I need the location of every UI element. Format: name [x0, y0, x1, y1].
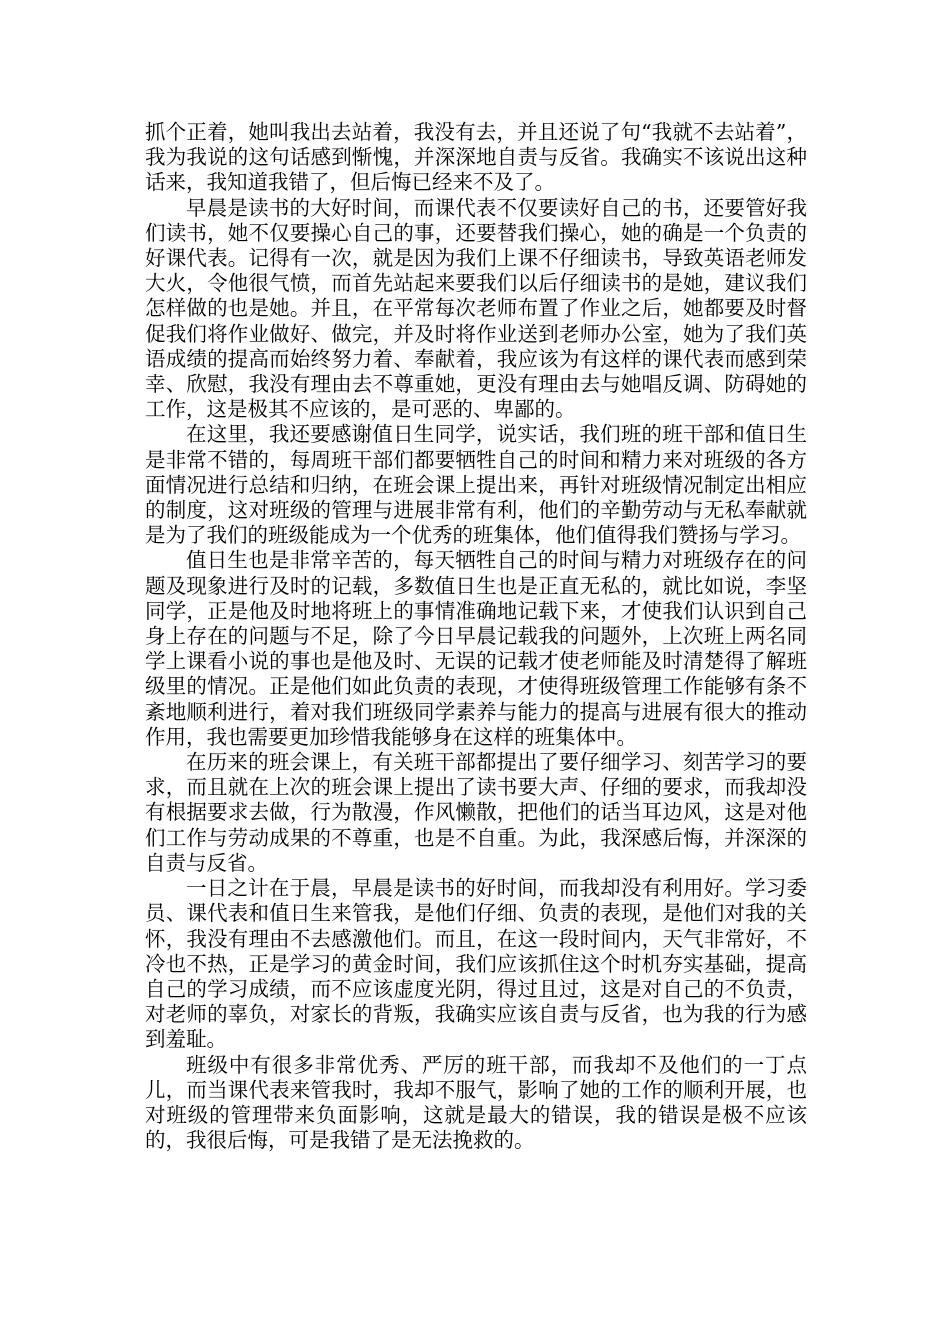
paragraph-5: 在历来的班会课上，有关班干部都提出了要仔细学习、刻苦学习的要求，而且就在上次的班会课上提出了读书要大声、仔细的要求，而我却没有根据要求去做，行为散漫，作风懒散，把他们的话当耳边风，这是对他们工作与劳动成果的不尊重，也是不自重。为此，我深感后悔，并深深的自责与反省。 [145, 750, 807, 875]
paragraph-6: 一日之计在于晨，早晨是读书的好时间，而我却没有利用好。学习委员、课代表和值日生来管我，是他们仔细、负责的表现，是他们对我的关怀，我没有理由不去感激他们。而且，在这一段时间内，天气非常好，不冷也不热，正是学习的黄金时间，我们应该抓住这个时机夯实基础，提高自己的学习成绩，而不应该虚度光阴，得过且过，这是对自己的不负责，对老师的辜负，对家长的背叛，我确实应该自责与反省，也为我的行为感到羞耻。 [145, 876, 807, 1052]
paragraph-7: 班级中有很多非常优秀、严厉的班干部，而我却不及他们的一丁点儿，而当课代表来管我时，我却不服气，影响了她的工作的顺利开展，也对班级的管理带来负面影响，这就是最大的错误，我的错误是极不应该的，我很后悔，可是我错了是无法挽救的。 [145, 1052, 807, 1153]
document-body [145, 120, 807, 1153]
paragraph-1: 抓个正着，她叫我出去站着，我没有去，并且还说了句“我就不去站着”，我为我说的这句话感到惭愧，并深深地自责与反省。我确实不该说出这种话来，我知道我错了，但后悔已经来不及了。 [145, 120, 807, 195]
paragraph-3: 在这里，我还要感谢值日生同学，说实话，我们班的班干部和值日生是非常不错的，每周班干部们都要牺牲自己的时间和精力来对班级的各方面情况进行总结和归纳，在班会课上提出来，再针对班级情况制定出相应的制度，这对班级的管理与进展非常有利，他们的辛勤劳动与无私奉献就是为了我们的班级能成为一个优秀的班集体，他们值得我们赞扬与学习。 [145, 422, 807, 548]
paragraph-2: 早晨是读书的大好时间，而课代表不仅要读好自己的书，还要管好我们读书，她不仅要操心自己的事，还要替我们操心，她的确是一个负责的好课代表。记得有一次，就是因为我们上课不仔细读书，导致英语老师发大火，令他很气愤，而首先站起来要我们以后仔细读书的是她，建议我们怎样做的也是她。并且，在平常每次老师布置了作业之后，她都要及时督促我们将作业做好、做完，并及时将作业送到老师办公室，她为了我们英语成绩的提高而始终努力着、奉献着，我应该为有这样的课代表而感到荣幸、欣慰，我没有理由去不尊重她，更没有理由去与她唱反调、防碍她的工作，这是极其不应该的，是可恶的、卑鄙的。 [145, 195, 807, 422]
paragraph-4: 值日生也是非常辛苦的，每天牺牲自己的时间与精力对班级存在的问题及现象进行及时的记载，多数值日生也是正直无私的，就比如说，李坚同学，正是他及时地将班上的事情准确地记载下来，才使我们认识到自己身上存在的问题与不足，除了今日早晨记载我的问题外，上次班上两名同学上课看小说的事也是他及时、无误的记载才使老师能及时清楚得了解班级里的情况。正是他们如此负责的表现，才使得班级管理工作能够有条不紊地顺利进行，着对我们班级同学素养与能力的提高与进展有很大的推动作用，我也需要更加珍惜我能够身在这样的班集体中。 [145, 548, 807, 749]
